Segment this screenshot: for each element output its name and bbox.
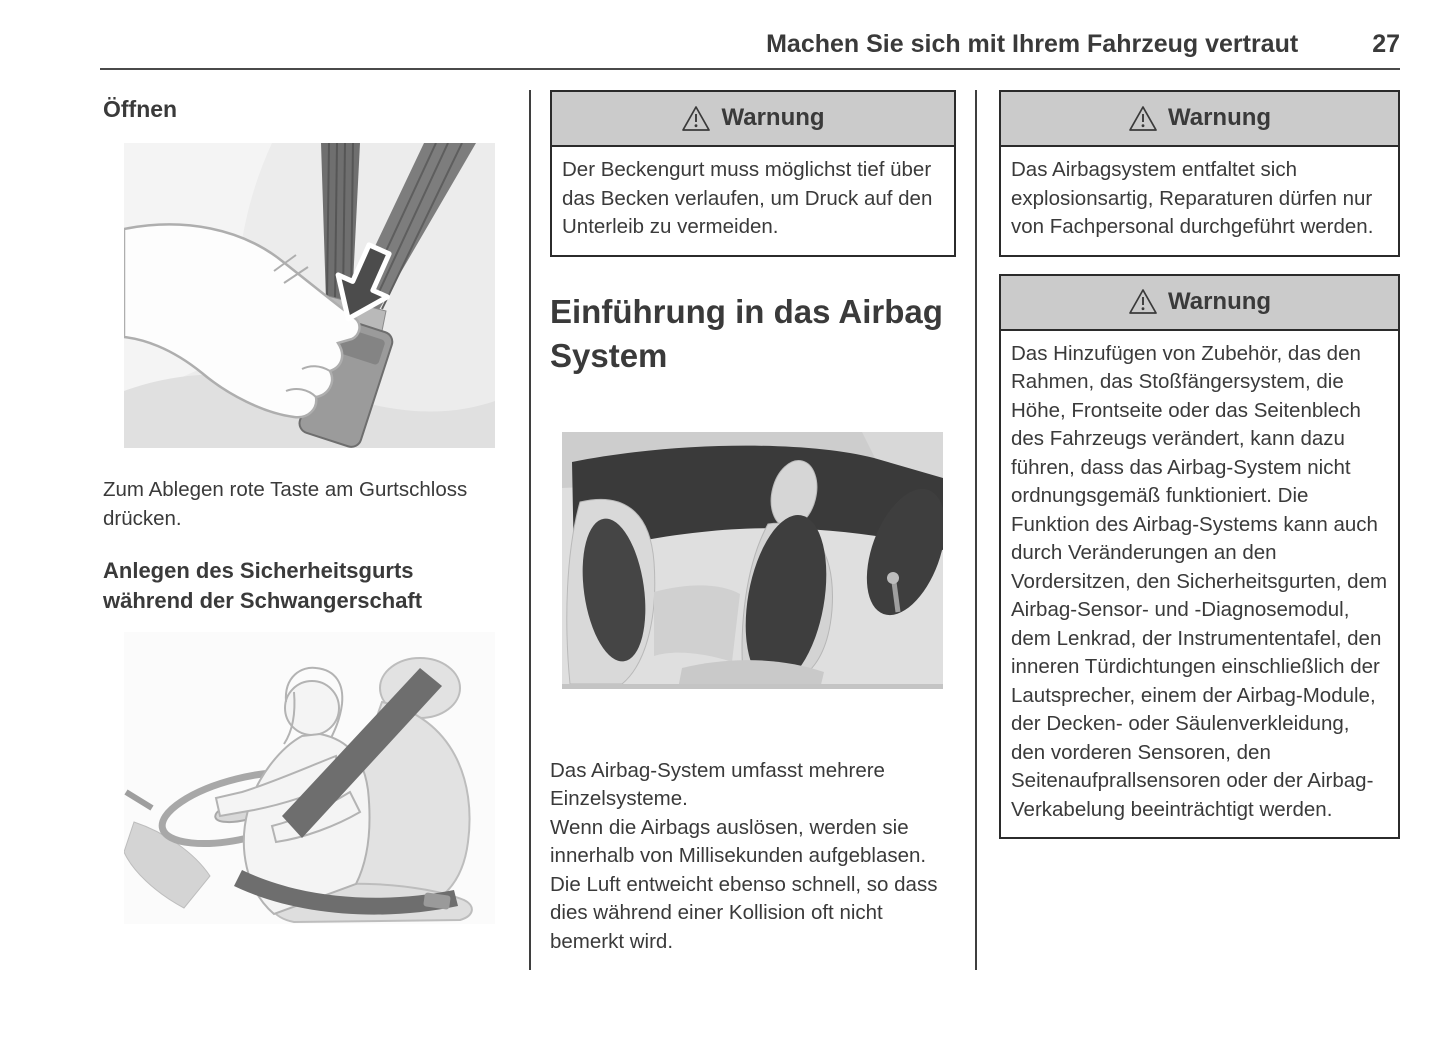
warning-box-header (552, 92, 954, 147)
heading-airbag-system: Einführung in das Airbag System (550, 292, 943, 374)
warning-triangle-icon (1128, 288, 1158, 315)
paragraph-airbag-1: Das Airbag-System umfasst mehrere Einzelsysteme. (550, 758, 885, 810)
airbag-interior-illustration (562, 432, 943, 689)
warning-box-repairs (999, 90, 1400, 257)
warning-title: Warnung (1167, 104, 1272, 131)
page-header (100, 30, 1400, 70)
warning-box-modifications (999, 274, 1400, 840)
column-right (975, 90, 1400, 970)
warning-box-header (1001, 92, 1398, 147)
warning-body: Das Hinzufügen von Zubehör, das den Rahmen, das Stoßfängersystem, die Höhe, Frontseite oder das Seitenblech des Fahrzeugs verändert, kann dazu führen, dass das Airbag-System nicht ordnungsgemäß funktioniert. Die Funktion des Airbag-Systems kann auch durch Veränderungen an den Vordersitzen, den Sicherheitsgurten, dem Airbag-Sensor- und -Diagnosemodul, dem Lenkrad, der Instrumententafel, den inneren Türdichtungen einschließlich der Lautsprecher, einem der Airbag-Module, der Decken- oder Säulenverkleidung, den vorderen Sensoren, den Seitenaufprallsensoren oder der Airbag-Verkabelung beeinträchtigt werden. (1011, 341, 1388, 821)
warning-body: Der Beckengurt muss möglichst tief über das Becken verlaufen, um Druck auf den Unterleib zu vermeiden. (562, 158, 933, 238)
page-number: 27 (1372, 30, 1400, 58)
heading-pregnancy: Anlegen des Sicherheitsgurts während der Schwangerschaft (103, 558, 423, 613)
heading-oeffnen: Öffnen (103, 96, 178, 122)
warning-box-lap-belt (550, 90, 956, 257)
pregnant-driver-illustration (124, 632, 495, 924)
column-left (103, 90, 529, 970)
seatbelt-buckle-illustration (124, 143, 495, 448)
content-columns (103, 90, 1400, 970)
warning-body: Das Airbagsystem entfaltet sich explosionsartig, Reparaturen dürfen nur von Fachpersonal durchgeführt werden. (1011, 158, 1374, 238)
column-middle (529, 90, 956, 970)
warning-triangle-icon (1128, 105, 1158, 132)
page-title: Machen Sie sich mit Ihrem Fahrzeug vertraut (766, 30, 1299, 58)
warning-title: Warnung (1167, 287, 1272, 315)
warning-title: Warnung (721, 104, 825, 131)
paragraph-release: Zum Ablegen rote Taste am Gurtschloss drücken. (103, 478, 468, 530)
warning-box-header (1001, 276, 1398, 331)
paragraph-airbag-2: Wenn die Airbags auslösen, werden sie innerhalb von Millisekunden aufgeblasen. Die Luft entweicht ebenso schnell, so dass dies während einer Kollision oft nicht bemerkt wird. (550, 815, 938, 953)
warning-triangle-icon (681, 105, 711, 132)
